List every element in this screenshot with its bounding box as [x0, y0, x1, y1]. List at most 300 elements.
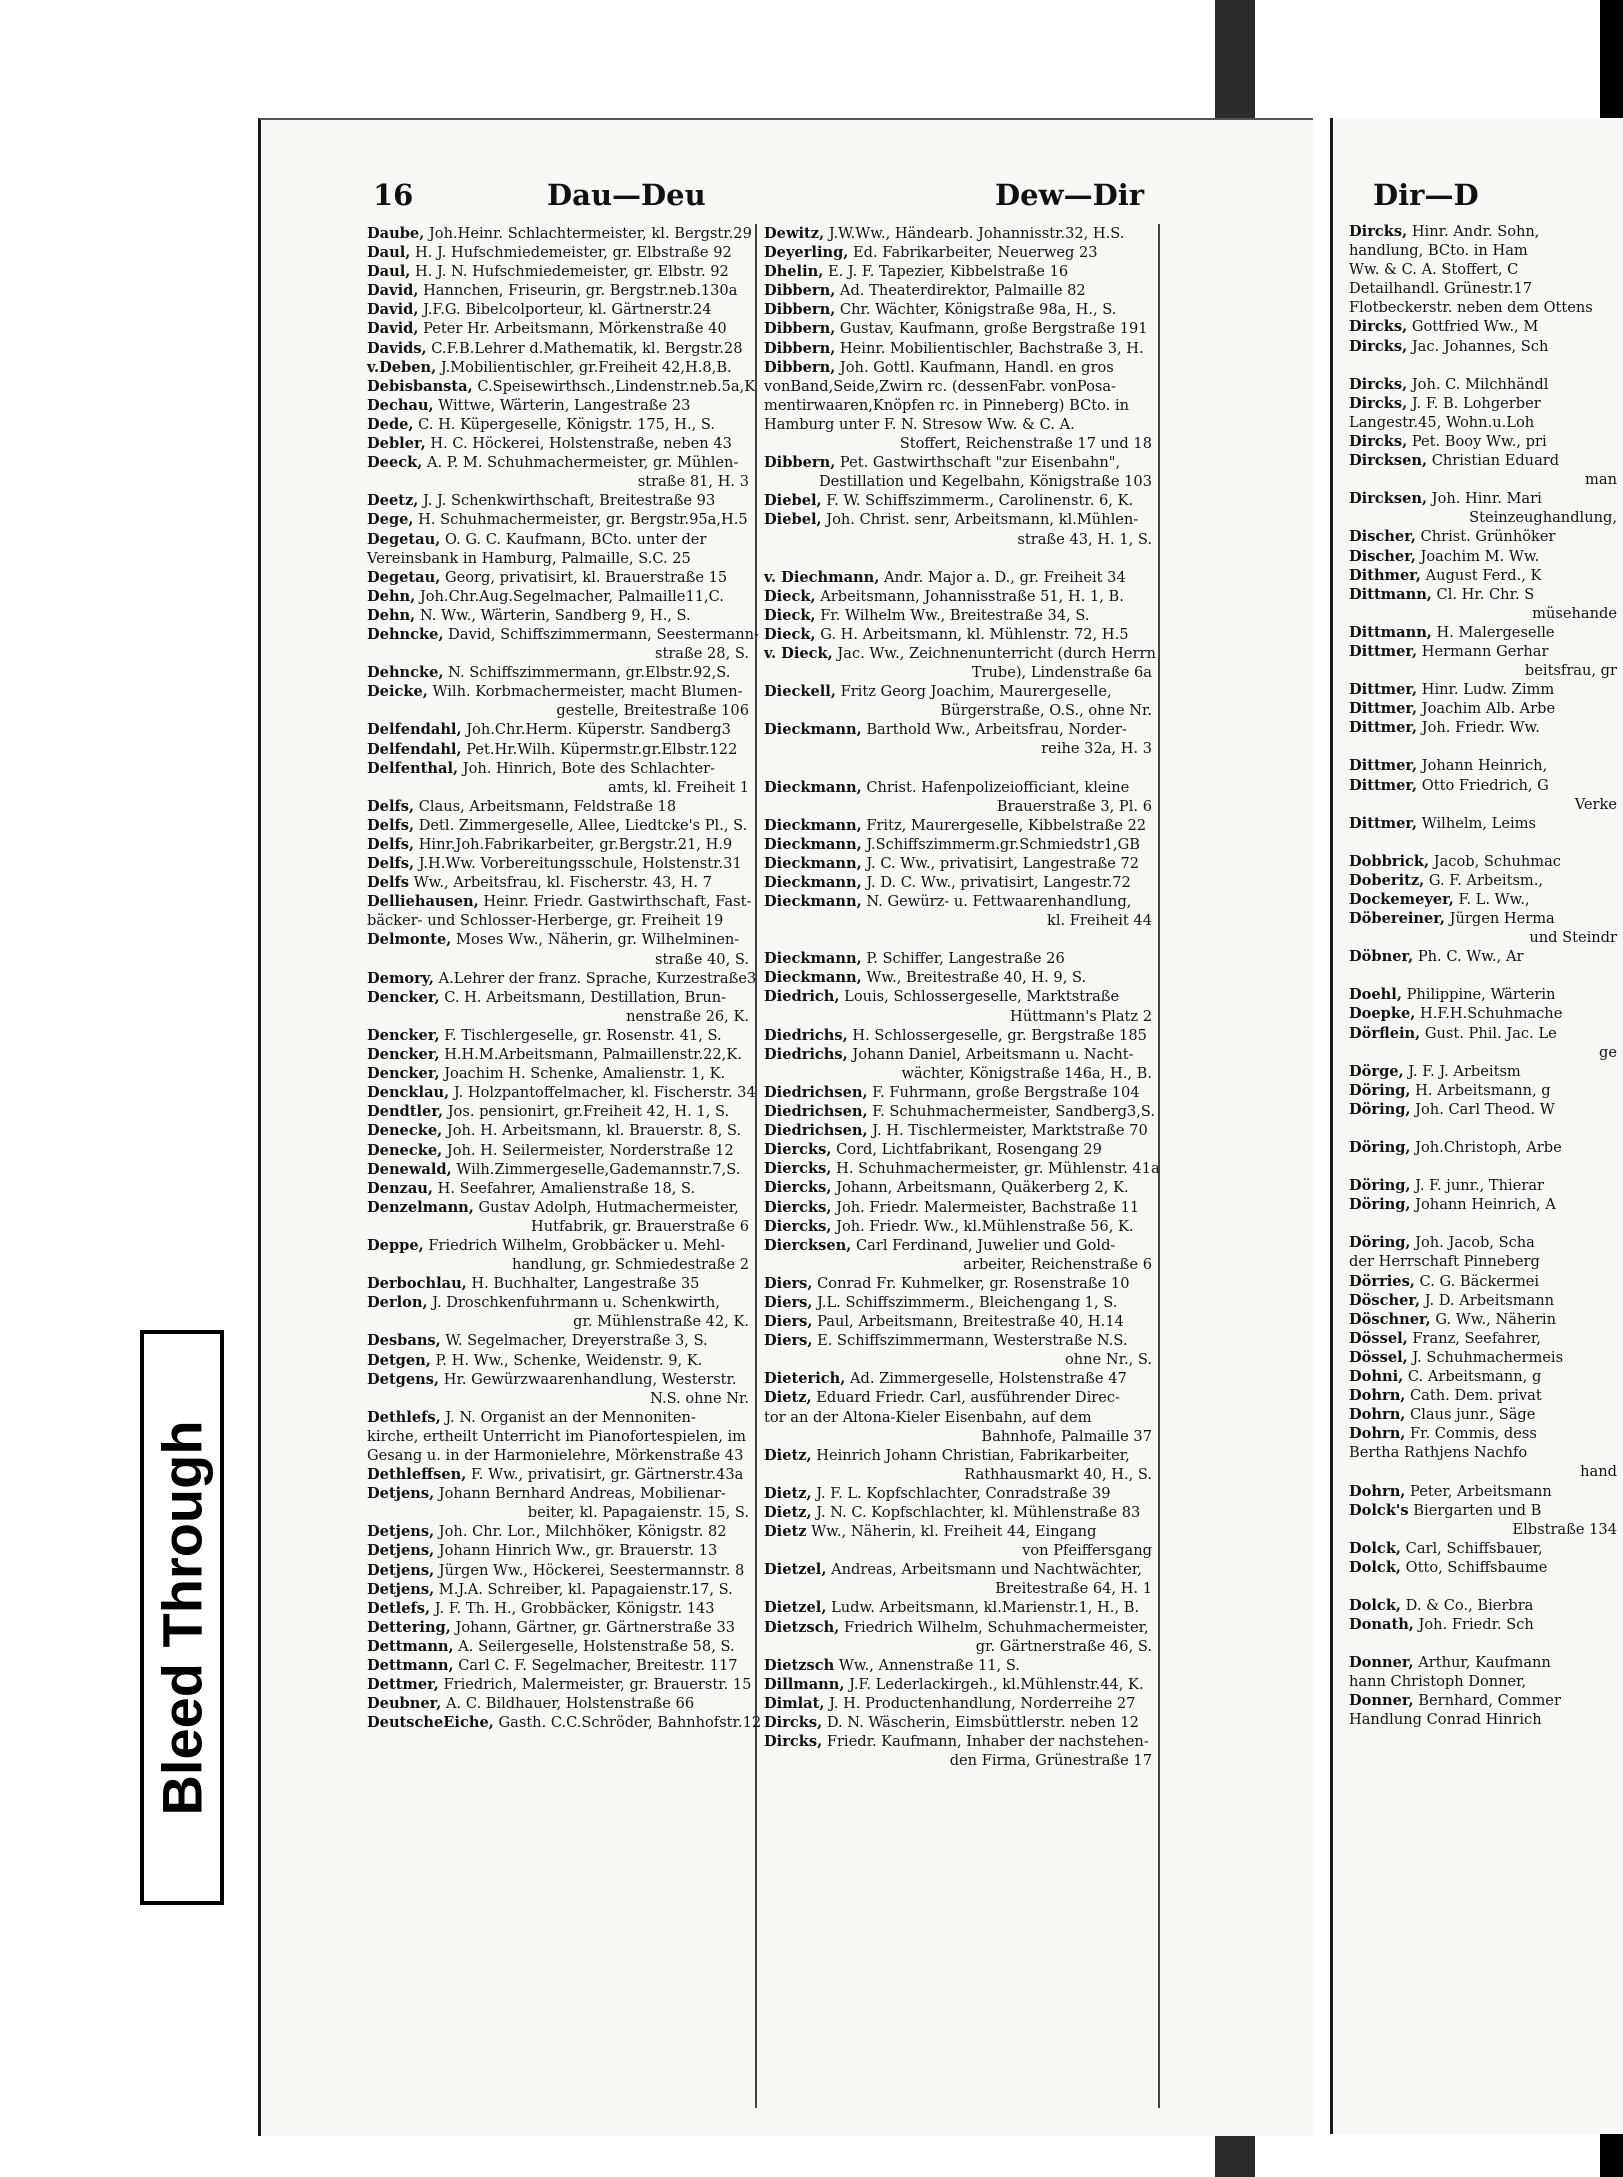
- directory-entry: [1349, 1081, 1617, 1100]
- entry-details: ohne Nr., S.: [1064, 1351, 1152, 1369]
- entry-details: man: [1585, 471, 1617, 489]
- overlay-label-box: [140, 1330, 224, 1905]
- directory-entry: [367, 358, 749, 377]
- directory-entry: [367, 1522, 749, 1541]
- entry-details: beitsfrau, gr: [1524, 662, 1617, 680]
- entry-details: Joachim H. Schenke, Amalienstr. 1, K.: [444, 1065, 726, 1083]
- directory-entry: [367, 1007, 749, 1026]
- directory-entry: [367, 682, 749, 701]
- entry-details: Jac. Johannes, Sch: [1411, 337, 1549, 355]
- entry-details: Joh. Hinr. Mari: [1431, 490, 1542, 508]
- directory-entry: [764, 1007, 1152, 1026]
- directory-entry: [367, 1293, 749, 1312]
- directory-entry: [1349, 1462, 1617, 1481]
- entry-gap: [1349, 1119, 1617, 1138]
- entry-details: A. Seilergeselle, Holstenstraße 58, S.: [458, 1637, 735, 1655]
- entry-details: H. Malergeselle: [1436, 623, 1555, 641]
- entry-surname: Dobbrick,: [1349, 852, 1430, 870]
- entry-details: Arbeitsmann, Johannisstraße 51, H. 1, B.: [820, 587, 1124, 605]
- directory-entry: [1349, 1615, 1617, 1634]
- entry-surname: Donath,: [1349, 1616, 1414, 1634]
- directory-entry: [367, 1370, 749, 1389]
- entry-surname: Dithmer,: [1349, 566, 1421, 584]
- entry-details: Joh.Christoph, Arbe: [1415, 1139, 1562, 1157]
- entry-surname: v.Deben,: [367, 358, 437, 376]
- running-head-right: Dir—D: [1373, 178, 1479, 212]
- entry-details: Otto, Schiffsbaume: [1405, 1558, 1548, 1576]
- directory-entry: [367, 930, 749, 949]
- directory-entry: [764, 968, 1152, 987]
- directory-entry: [1349, 852, 1617, 871]
- directory-entry: [1349, 776, 1617, 795]
- entry-details: Cl. Hr. Chr. S: [1436, 585, 1535, 603]
- entry-surname: Delfenthal,: [367, 759, 459, 777]
- directory-entry: [764, 1675, 1152, 1694]
- directory-entry: [764, 663, 1152, 682]
- entry-details: G. F. Arbeitsm.,: [1428, 871, 1544, 889]
- directory-entry: [764, 720, 1152, 739]
- entry-details: Biergarten und B: [1413, 1501, 1542, 1519]
- directory-entry: [1349, 1443, 1617, 1462]
- entry-surname: Dibbern,: [764, 454, 836, 472]
- entry-details: C. G. Bäckermei: [1419, 1272, 1540, 1290]
- entry-surname: Deyerling,: [764, 244, 849, 262]
- directory-entry: [1349, 527, 1617, 546]
- directory-entry: [1349, 547, 1617, 566]
- directory-entry: [764, 1522, 1152, 1541]
- directory-entry: [764, 816, 1152, 835]
- entry-details: J. F. L. Kopfschlachter, Conradstraße 39: [816, 1484, 1111, 1502]
- entry-details: N.S. ohne Nr.: [650, 1389, 749, 1407]
- directory-entry: [764, 1751, 1152, 1770]
- column-left: [361, 224, 762, 2108]
- entry-surname: Detjens,: [367, 1485, 435, 1503]
- entry-details: Conrad Fr. Kuhmelker, gr. Rosenstraße 10: [817, 1274, 1130, 1292]
- entry-surname: Döring,: [1349, 1100, 1411, 1118]
- entry-details: Pet. Booy Ww., pri: [1411, 432, 1547, 450]
- entry-surname: Deppe,: [367, 1236, 424, 1254]
- directory-entry: [367, 1045, 749, 1064]
- entry-details: bäcker- und Schlosser-Herberge, gr. Freiheit 19: [367, 912, 724, 930]
- entry-gap: [764, 549, 1152, 568]
- directory-entry: [367, 587, 749, 606]
- entry-details: Georg, privatisirt, kl. Brauerstraße 15: [444, 568, 728, 586]
- entry-details: Ww. & C. A. Stoffert, C: [1349, 261, 1519, 279]
- entry-surname: Dircks,: [1349, 432, 1408, 450]
- entry-details: Joh. Friedr. Malermeister, Bachstraße 11: [836, 1198, 1140, 1216]
- entry-details: nenstraße 26, K.: [626, 1007, 749, 1025]
- entry-details: J.F.G. Bibelcolporteur, kl. Gärtnerstr.24: [423, 301, 712, 319]
- entry-details: Bürgerstraße, O.S., ohne Nr.: [940, 702, 1152, 720]
- entry-details: Fritz Georg Joachim, Maurergeselle,: [840, 683, 1112, 701]
- entry-surname: Deeck,: [367, 454, 423, 472]
- entry-details: Joh. Carl Theod. W: [1415, 1100, 1555, 1118]
- entry-surname: Diercks,: [764, 1198, 832, 1216]
- directory-entry: [367, 1446, 749, 1465]
- directory-entry: [367, 472, 749, 491]
- directory-entry: [1349, 566, 1617, 585]
- directory-entry: [764, 358, 1152, 377]
- directory-entry: [1349, 375, 1617, 394]
- entry-details: Joh. Chr. Lor., Milchhöker, Königstr. 82: [438, 1523, 727, 1541]
- entry-details: Fr. Wilhelm Ww., Breitestraße 34, S.: [820, 606, 1090, 624]
- entry-surname: Dockemeyer,: [1349, 891, 1454, 908]
- directory-entry: [764, 1217, 1152, 1236]
- entry-surname: Döbner,: [1349, 948, 1414, 966]
- entry-surname: Dietzsch,: [764, 1618, 840, 1636]
- entry-details: Andreas, Arbeitsmann und Nachtwächter,: [831, 1561, 1142, 1579]
- entry-surname: Dencklau,: [367, 1084, 450, 1102]
- entry-details: Joh. C. Milchhändl: [1411, 375, 1549, 393]
- entry-details: Jac. Ww., Zeichnenunterricht (durch Herrn: [837, 644, 1156, 662]
- directory-entry: [764, 262, 1152, 281]
- directory-entry: [764, 1026, 1152, 1045]
- directory-entry: [1349, 1252, 1617, 1271]
- directory-entry: [367, 1179, 749, 1198]
- directory-entry: [367, 1465, 749, 1484]
- directory-entry: [367, 1121, 749, 1140]
- entry-surname: Delfendahl,: [367, 740, 462, 758]
- directory-entry: [764, 911, 1152, 930]
- directory-entry: [764, 1656, 1152, 1675]
- directory-entry: [367, 281, 749, 300]
- directory-entry: [1349, 1539, 1617, 1558]
- directory-entry: [1349, 947, 1617, 966]
- overlay-label: Bleed Through: [150, 1419, 214, 1816]
- entry-surname: Delfs,: [367, 797, 415, 815]
- directory-entry: [367, 759, 749, 778]
- entry-details: Ad. Theaterdirektor, Palmaille 82: [839, 282, 1086, 300]
- entry-gap: [764, 759, 1152, 778]
- directory-entry: [1349, 1501, 1617, 1520]
- directory-entry: [1349, 1386, 1617, 1405]
- entry-details: Jos. pensionirt, gr.Freiheit 42, H. 1, S.: [447, 1103, 730, 1121]
- directory-entry: [764, 1159, 1160, 1178]
- entry-surname: Discher,: [1349, 528, 1416, 546]
- directory-page: [258, 118, 1313, 2136]
- entry-details: Hermann Gerhar: [1421, 642, 1549, 660]
- entry-details: Carl Ferdinand, Juwelier und Gold-: [856, 1236, 1116, 1254]
- entry-details: müsehande: [1532, 604, 1617, 622]
- entry-details: den Firma, Grünestraße 17: [949, 1752, 1152, 1770]
- entry-details: Joh.Chr.Aug.Segelmacher, Palmaille11,C.: [419, 587, 724, 605]
- entry-surname: Dircks,: [764, 1714, 823, 1732]
- entry-details: N. Schiffszimmermann, gr.Elbstr.92,S.: [448, 664, 731, 682]
- entry-details: Bahnhofe, Palmaille 37: [981, 1427, 1152, 1445]
- entry-surname: Dibbern,: [764, 282, 836, 300]
- directory-entry: [367, 339, 749, 358]
- entry-surname: Diebel,: [764, 511, 822, 529]
- entry-details: Otto Friedrich, G: [1421, 776, 1549, 794]
- entry-surname: Dieckmann,: [764, 969, 862, 987]
- directory-entry: [764, 949, 1152, 968]
- entry-details: P. Schiffer, Langestraße 26: [866, 950, 1065, 968]
- entry-details: O. G. C. Kaufmann, BCto. unter der: [444, 530, 707, 548]
- entry-surname: Denewald,: [367, 1160, 452, 1178]
- directory-entry: [367, 377, 756, 396]
- entry-surname: Dibbern,: [764, 301, 836, 319]
- entry-surname: Dege,: [367, 511, 414, 529]
- entry-details: N. Ww., Wärterin, Sandberg 9, H., S.: [419, 606, 691, 624]
- entry-details: Pet. Gastwirthschaft "zur Eisenbahn",: [839, 454, 1121, 472]
- directory-entry: [367, 625, 759, 644]
- directory-entry: [367, 1026, 749, 1045]
- entry-surname: Diercksen,: [764, 1236, 852, 1254]
- directory-entry: [764, 396, 1152, 415]
- entry-surname: Diercks,: [764, 1217, 832, 1235]
- directory-entry: [764, 1713, 1152, 1732]
- entry-details: J. N. C. Kopfschlachter, kl. Mühlenstraße 83: [816, 1504, 1141, 1521]
- entry-surname: Dietzel,: [764, 1561, 827, 1579]
- entry-details: Gustav, Kaufmann, große Bergstraße 191: [839, 320, 1148, 338]
- entry-details: amts, kl. Freiheit 1: [608, 778, 749, 796]
- entry-details: Joh.Heinr. Schlachtermeister, kl. Bergstr.29: [428, 225, 752, 242]
- entry-details: H. J. N. Hufschmiedemeister, gr. Elbstr. 92: [415, 263, 729, 281]
- entry-surname: DeutscheEiche,: [367, 1714, 494, 1732]
- directory-entry: [1349, 642, 1617, 661]
- entry-details: Peter, Arbeitsmann: [1410, 1482, 1552, 1500]
- directory-entry: [1349, 1233, 1617, 1252]
- entry-surname: Dohrn,: [1349, 1482, 1406, 1500]
- entry-surname: Diers,: [764, 1313, 813, 1331]
- directory-entry: [764, 1350, 1152, 1369]
- entry-surname: Diers,: [764, 1293, 813, 1311]
- entry-surname: Döring,: [1349, 1196, 1411, 1214]
- entry-surname: Delfs,: [367, 816, 415, 834]
- entry-surname: Derlon,: [367, 1294, 428, 1312]
- entry-surname: Doehl,: [1349, 986, 1402, 1004]
- entry-surname: Denecke,: [367, 1122, 443, 1140]
- entry-details: Handlung Conrad Hinrich: [1349, 1711, 1542, 1729]
- entry-surname: Deicke,: [367, 683, 428, 701]
- directory-entry: [764, 892, 1152, 911]
- entry-surname: Dietz,: [764, 1389, 812, 1407]
- entry-details: Gust. Phil. Jac. Le: [1424, 1024, 1557, 1042]
- directory-entry: [367, 453, 749, 472]
- entry-details: Heinr. Mobilientischler, Bachstraße 3, H.: [839, 339, 1144, 357]
- directory-entry: [367, 816, 749, 835]
- directory-entry: [1349, 909, 1617, 928]
- directory-entry: [1349, 1424, 1617, 1443]
- entry-details: handlung, gr. Schmiedestraße 2: [512, 1256, 749, 1274]
- entry-surname: Dohrn,: [1349, 1387, 1406, 1405]
- entry-surname: Döring,: [1349, 1234, 1411, 1252]
- entry-details: gr. Gärtnerstraße 46, S.: [975, 1637, 1152, 1655]
- entry-surname: v. Dieck,: [764, 644, 833, 662]
- entry-details: H. Schuhmachermeister, gr. Bergstr.95a,H.5: [418, 511, 748, 529]
- directory-entry: [764, 224, 1152, 243]
- directory-entry: [1349, 1329, 1617, 1348]
- entry-details: F. L. Ww.,: [1458, 891, 1530, 908]
- directory-entry: [367, 1541, 749, 1560]
- entry-details: A.Lehrer der franz. Sprache, Kurzestraße3: [438, 969, 757, 987]
- entry-details: Wilh.Zimmergeselle,Gademannstr.7,S.: [456, 1160, 741, 1178]
- entry-surname: Daul,: [367, 244, 411, 262]
- entry-details: mentirwaaren,Knöpfen rc. in Pinneberg) BCto. in: [764, 396, 1130, 414]
- entry-details: vonBand,Seide,Zwirn rc. (dessenFabr. vonPosa-: [764, 377, 1116, 395]
- entry-details: A. C. Bildhauer, Holstenstraße 66: [446, 1695, 695, 1713]
- directory-entry: [764, 472, 1152, 491]
- entry-surname: Dibbern,: [764, 358, 836, 376]
- entry-details: Joh. Friedr. Ww., kl.Mühlenstraße 56, K.: [836, 1217, 1134, 1235]
- entry-details: H. C. Höckerei, Holstenstraße, neben 43: [430, 435, 732, 453]
- entry-surname: Dittmer,: [1349, 642, 1418, 660]
- directory-entry: [764, 1484, 1152, 1503]
- directory-entry: [367, 1331, 749, 1350]
- entry-details: Jürgen Ww., Höckerei, Seestermannstr. 8: [438, 1561, 745, 1579]
- directory-entry: [1349, 1653, 1617, 1672]
- entry-details: Fr. Commis, dess: [1410, 1425, 1537, 1443]
- entry-details: J. D. C. Ww., privatisirt, Langestr.72: [866, 874, 1131, 891]
- entry-details: J.H.Ww. Vorbereitungsschule, Holstenstr.31: [418, 855, 742, 873]
- entry-surname: Dörge,: [1349, 1062, 1404, 1080]
- directory-entry: [764, 1541, 1152, 1560]
- directory-entry: [764, 568, 1152, 587]
- entry-details: J. F. J. Arbeitsm: [1408, 1062, 1521, 1080]
- directory-entry: [764, 1312, 1152, 1331]
- directory-entry: [367, 300, 749, 319]
- entry-details: Gasth. C.C.Schröder, Bahnhofstr.12: [498, 1714, 762, 1732]
- entry-surname: Davids,: [367, 339, 427, 357]
- entry-details: gr. Mühlenstraße 42, K.: [573, 1313, 749, 1331]
- entry-details: von Pfeiffersgang: [1022, 1542, 1152, 1560]
- entry-details: J. D. Arbeitsmann: [1424, 1291, 1555, 1309]
- entry-details: Johann Heinrich, A: [1415, 1196, 1556, 1214]
- directory-entry: [367, 415, 749, 434]
- directory-entry: [367, 1637, 749, 1656]
- entry-surname: Dietzel,: [764, 1599, 827, 1617]
- entry-details: Pet.Hr.Wilh. Küpermstr.gr.Elbstr.122: [466, 740, 738, 758]
- entry-surname: Delfendahl,: [367, 721, 462, 739]
- entry-surname: Dehncke,: [367, 664, 444, 682]
- entry-details: Rathhausmarkt 40, H., S.: [964, 1465, 1152, 1483]
- entry-details: Gustav Adolph, Hutmachermeister,: [478, 1198, 739, 1216]
- entry-details: Bernhard, Commer: [1418, 1692, 1561, 1710]
- directory-entry: [1349, 1405, 1617, 1424]
- directory-entry: [367, 1694, 749, 1713]
- entry-details: Cath. Dem. privat: [1410, 1387, 1542, 1405]
- directory-entry: [1349, 890, 1617, 909]
- entry-surname: Dettmann,: [367, 1637, 454, 1655]
- entry-details: straße 40, S.: [654, 950, 749, 968]
- entry-surname: Dircks,: [764, 1733, 823, 1751]
- entry-surname: Detlefs,: [367, 1599, 431, 1617]
- entry-details: J.Schiffszimmerm.gr.Schmiedstr1,GB: [866, 835, 1140, 853]
- entry-surname: Dieckmann,: [764, 778, 862, 796]
- entry-details: J. Schuhmachermeis: [1412, 1348, 1564, 1366]
- entry-surname: Daube,: [367, 225, 425, 242]
- entry-details: H. J. Hufschmiedemeister, gr. Elbstraße 92: [415, 244, 732, 262]
- entry-details: Gottfried Ww., M: [1411, 318, 1539, 336]
- directory-entry: [367, 797, 749, 816]
- directory-entry: [1349, 508, 1617, 527]
- directory-entry: [1349, 928, 1617, 947]
- entry-details: J. F. Th. H., Grobbäcker, Königstr. 143: [434, 1599, 715, 1617]
- directory-entry: [764, 1274, 1152, 1293]
- entry-gap: [764, 930, 1152, 949]
- entry-details: Hutfabrik, gr. Brauerstraße 6: [531, 1217, 749, 1235]
- directory-entry: [764, 606, 1152, 625]
- entry-details: Ad. Zimmergeselle, Holstenstraße 47: [849, 1370, 1127, 1388]
- directory-entry: [764, 1331, 1152, 1350]
- entry-details: Carl C. F. Segelmacher, Breitestr. 117: [458, 1657, 738, 1675]
- entry-details: Verke: [1574, 795, 1617, 813]
- entry-details: J. Droschkenfuhrmann u. Schenkwirth,: [432, 1294, 720, 1312]
- entry-surname: Delfs,: [367, 836, 415, 853]
- entry-details: kl. Freiheit 44: [1047, 912, 1152, 930]
- directory-entry: [764, 1446, 1152, 1465]
- entry-surname: Dössel,: [1349, 1348, 1408, 1366]
- entry-details: straße 43, H. 1, S.: [1017, 530, 1152, 548]
- entry-details: Detailhandl. Grünestr.17: [1349, 280, 1533, 298]
- directory-entry: [1349, 1482, 1617, 1501]
- directory-entry: [367, 701, 749, 720]
- entry-surname: Diercks,: [764, 1179, 832, 1197]
- entry-surname: Dieckmann,: [764, 721, 862, 739]
- entry-surname: Dimlat,: [764, 1694, 825, 1712]
- entry-details: und Steindr: [1529, 929, 1617, 947]
- directory-entry: [367, 1351, 749, 1370]
- entry-details: H. Arbeitsmann, g: [1415, 1081, 1551, 1099]
- entry-surname: Detjens,: [367, 1523, 435, 1541]
- entry-surname: Dietz,: [764, 1484, 812, 1502]
- directory-entry: [1349, 718, 1617, 737]
- directory-entry: [764, 434, 1152, 453]
- entry-surname: Dohrn,: [1349, 1425, 1406, 1443]
- directory-entry: [367, 1083, 756, 1102]
- entry-details: E. Schiffszimmermann, Westerstraße N.S.: [817, 1332, 1128, 1350]
- entry-surname: v. Diechmann,: [764, 568, 880, 586]
- entry-surname: David,: [367, 301, 419, 319]
- entry-surname: Dibbern,: [764, 339, 836, 357]
- directory-entry: [1349, 756, 1617, 775]
- entry-surname: Döbereiner,: [1349, 910, 1445, 928]
- directory-entry: [367, 1389, 749, 1408]
- directory-entry: [764, 1121, 1152, 1140]
- directory-entry: [1349, 871, 1617, 890]
- entry-surname: Detjens,: [367, 1561, 435, 1579]
- entry-surname: Dieckmann,: [764, 835, 862, 853]
- entry-details: Christ. Hafenpolizeiofficiant, kleine: [866, 778, 1130, 796]
- entry-details: N. Gewürz- u. Fettwaarenhandlung,: [866, 893, 1132, 911]
- directory-entry: [1349, 470, 1617, 489]
- entry-details: Joh. Friedr. Ww.: [1421, 719, 1540, 737]
- directory-entry: [1349, 1310, 1617, 1329]
- entry-surname: Dieterich,: [764, 1370, 846, 1388]
- entry-details: wächter, Königstraße 146a, H., B.: [901, 1064, 1152, 1082]
- entry-details: hann Christoph Donner,: [1349, 1673, 1527, 1691]
- entry-surname: Delmonte,: [367, 931, 452, 949]
- entry-details: Brauerstraße 3, Pl. 6: [996, 797, 1152, 815]
- directory-entry: [367, 262, 749, 281]
- entry-details: Steinzeughandlung,: [1469, 509, 1617, 527]
- directory-entry: [1349, 1195, 1617, 1214]
- entry-details: Peter Hr. Arbeitsmann, Mörkenstraße 40: [423, 320, 727, 338]
- entry-details: Joh. Hinrich, Bote des Schlachter-: [462, 759, 716, 777]
- entry-surname: Döschner,: [1349, 1310, 1431, 1328]
- directory-entry: [1349, 260, 1617, 279]
- directory-entry: [1349, 317, 1617, 336]
- entry-gap: [1349, 1214, 1617, 1233]
- directory-entry: [367, 911, 749, 930]
- directory-entry: [1349, 279, 1617, 298]
- directory-entry: [367, 224, 752, 243]
- entry-details: Flotbeckerstr. neben dem Ottens: [1349, 299, 1593, 317]
- entry-details: J. F. B. Lohgerber: [1411, 394, 1541, 412]
- entry-surname: Dieckmann,: [764, 893, 862, 911]
- entry-surname: Dechau,: [367, 396, 434, 414]
- entry-details: Johann Hinrich Ww., gr. Brauerstr. 13: [438, 1542, 718, 1560]
